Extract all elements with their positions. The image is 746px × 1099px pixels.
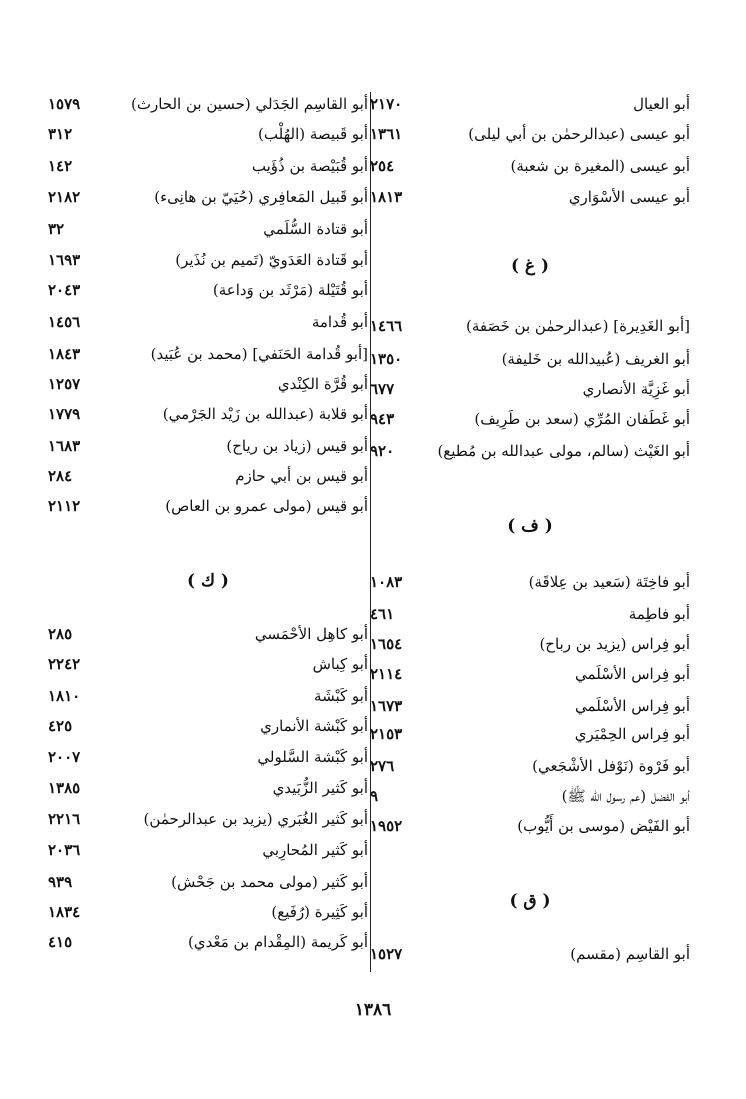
entry-number: ١٦٩٣ [48, 251, 81, 269]
index-entry [48, 120, 368, 148]
entry-number: ٢١١٢ [48, 497, 81, 515]
entry-name: أبو فِراس الأسْلَمي [575, 697, 690, 715]
entry-number: ٢٨٤ [48, 467, 73, 485]
entry-number: ٢١٥٣ [370, 725, 403, 743]
entry-number: ٤٦١ [370, 605, 395, 623]
entry-name: أبو كَبْشَة [314, 687, 368, 705]
index-entry [48, 183, 368, 211]
index-entry [370, 90, 690, 118]
entry-number: ٢٥٤ [370, 157, 395, 175]
section-letter-heading: ( ف ) [507, 516, 553, 536]
entry-number: ٢٠٤٣ [48, 281, 81, 299]
entry-name: أبو غَزِيَّة الأنصاري [582, 380, 690, 398]
entry-name: [أبو قُدامة الحَنَفي] (محمد بن عُبَيد) [150, 345, 368, 363]
index-entry [48, 462, 368, 490]
entry-name: أبو قَبيصة (الهُلْب) [258, 125, 368, 143]
entry-name: أبو قتادة السُّلَمي [263, 220, 368, 238]
entry-number: ٤١٥ [48, 933, 73, 951]
entry-name: أبو كَثير الغُبَري (يزيد بن عبدالرحمٰن) [143, 810, 368, 828]
entry-name: أبو كَبْشة السَّلولي [257, 748, 368, 766]
index-entry [48, 370, 368, 398]
column-divider [370, 92, 371, 972]
entry-name: أبو قلابة (عبدالله بن زَيْد الجَرْمي) [162, 405, 368, 423]
entry-name: أبو القاسِم الجَدَلي (حسين بن الحارث) [131, 95, 368, 113]
index-entry [370, 568, 690, 596]
index-entry [370, 660, 690, 688]
entry-name: أبو القاسِم (مقسم) [570, 945, 690, 963]
entry-name: أبو قيس (مولى عمرو بن العاص) [165, 497, 368, 515]
entry-number: ٢٢٤٢ [48, 655, 81, 673]
index-entry [48, 246, 368, 274]
entry-name: أبو قُتَيْلة (مَرْثَد بن وَداعة) [212, 281, 368, 299]
entry-number: ٢٢١٦ [48, 810, 81, 828]
entry-name: أبو فِراس الحِمْيَري [574, 725, 690, 743]
entry-number: ١٨٤٣ [48, 345, 81, 363]
entry-number: ٢١٨٢ [48, 188, 81, 206]
entry-name: أبو قَتادة العَدَويّ (تَميم بن نُذَير) [175, 251, 368, 269]
entry-name: أبو قُبَيْصة بن ذُؤَيب [251, 157, 368, 175]
section-letter-heading: ( ق ) [509, 891, 551, 911]
index-entry [48, 712, 368, 740]
index-entry [370, 345, 690, 373]
entry-name: أبو قَبيل المَعافِري (حُيَيّ بن هانِىء) [154, 188, 368, 206]
index-entry [370, 940, 690, 968]
index-entry [48, 492, 368, 520]
entry-name: أبو كاهِل الأحْمَسي [254, 625, 368, 643]
entry-number: ١٢٥٧ [48, 375, 81, 393]
index-entry [370, 720, 690, 748]
entry-number: ٢٨٥ [48, 625, 73, 643]
entry-name: أبو فَرْوة (نَوْفل الأشْجَعي) [532, 757, 690, 775]
entry-name: أبو فاخِتَة (سَعيد بن عِلاقَة) [528, 573, 690, 591]
index-entry [370, 437, 690, 465]
entry-number: ١٣٥٠ [370, 350, 403, 368]
entry-name: أبو عيسى (عبدالرحمٰن بن أبي ليلى) [468, 125, 690, 143]
index-entry [370, 120, 690, 148]
entry-name: أبو كَبْشة الأنماري [260, 717, 368, 735]
index-entry [48, 432, 368, 460]
entry-number: ٣٢ [48, 220, 65, 238]
entry-number: ١٨١٣ [370, 188, 403, 206]
index-entry [48, 276, 368, 304]
entry-name: أبو غَطَفان المُرِّي (سعد بن طَرِيف) [474, 410, 690, 428]
index-entry [48, 774, 368, 802]
index-entry [48, 152, 368, 180]
entry-name: أبو فِراس الأسْلَمي [575, 665, 690, 683]
entry-number: ١٥٢٧ [370, 945, 403, 963]
entry-number: ١٣٦١ [370, 125, 403, 143]
entry-name: أبو كَريمة (المِقْدام بن مَعْدي) [188, 933, 368, 951]
index-entry [48, 650, 368, 678]
entry-number: ٩ [370, 787, 379, 805]
entry-number: ٢٠٠٧ [48, 748, 81, 766]
index-entry [370, 600, 690, 628]
index-entry [370, 630, 690, 658]
entry-name: [أبو الغَدِيرة] (عبدالرحمٰن بن خَصَفة) [466, 317, 690, 335]
entry-number: ٩٢٠ [370, 442, 395, 460]
index-entry [48, 308, 368, 336]
index-entry [48, 340, 368, 368]
entry-number: ٦٧٧ [370, 380, 395, 398]
index-entry [370, 692, 690, 720]
index-entry [48, 743, 368, 771]
entry-number: ١٤٢ [48, 157, 73, 175]
page-number: ١٣٨٦ [354, 1000, 392, 1020]
entry-number: ٢١٧٠ [370, 95, 403, 113]
section-letter-heading: ( ك ) [187, 571, 229, 591]
index-entry [48, 836, 368, 864]
index-entry [370, 152, 690, 180]
index-entry [370, 812, 690, 840]
index-entry [48, 620, 368, 648]
entry-number: ٤٢٥ [48, 717, 73, 735]
index-entry [48, 682, 368, 710]
entry-number: ١٦٧٣ [370, 697, 403, 715]
entry-name: أبو قُدامة [311, 313, 368, 331]
entry-name: أبو كَثير الزُّبَيدي [272, 779, 368, 797]
entry-number: ١٨٣٤ [48, 903, 81, 921]
entry-number: ١٠٨٣ [370, 573, 403, 591]
entry-name: أبو كَثِيرة (رُفَيع) [271, 903, 368, 921]
entry-number: ٣١٢ [48, 125, 73, 143]
index-entry [370, 782, 690, 810]
entry-number: ٩٣٩ [48, 873, 73, 891]
index-entry [370, 312, 690, 340]
index-entry [48, 400, 368, 428]
section-letter-heading: ( غ ) [510, 256, 550, 276]
entry-name: أبو الغَيْث (سالم، مولى عبدالله بن مُطيع) [437, 442, 690, 460]
entry-number: ٢٠٣٦ [48, 841, 81, 859]
index-entry [48, 898, 368, 926]
entry-number: ١٦٥٤ [370, 635, 403, 653]
entry-name: أبو فِراس (يزيد بن رباح) [539, 635, 690, 653]
entry-name: أبو قيس بن أبي حازم [235, 467, 368, 485]
entry-number: ١٣٨٥ [48, 779, 81, 797]
entry-name: أبو الفضل (عم رسول الله ﷺ) [561, 787, 690, 805]
entry-number: ١٧٧٩ [48, 405, 81, 423]
index-entry [48, 868, 368, 896]
index-entry [370, 183, 690, 211]
entry-name: أبو العيال [633, 95, 690, 113]
entry-number: ٢٧٦ [370, 757, 395, 775]
index-entry [370, 752, 690, 780]
entry-name: أبو عيسى (المغيرة بن شعبة) [510, 157, 690, 175]
entry-number: ٩٤٣ [370, 410, 395, 428]
entry-name: أبو عيسى الأسْوَاري [568, 188, 690, 206]
entry-number: ٢١١٤ [370, 665, 403, 683]
entry-number: ١٤٥٦ [48, 313, 81, 331]
index-entry [370, 375, 690, 403]
index-entry [48, 90, 368, 118]
entry-number: ١٥٧٩ [48, 95, 81, 113]
entry-name: أبو قُرَّة الكِنْدي [277, 375, 368, 393]
entry-number: ١٩٥٢ [370, 817, 403, 835]
index-entry [48, 805, 368, 833]
entry-name: أبو فاطِمة [628, 605, 690, 623]
index-entry [370, 405, 690, 433]
entry-name: أبو الفَيْض (موسى بن أَيُّوب) [517, 817, 690, 835]
entry-name: أبو قيس (زياد بن رياح) [226, 437, 368, 455]
entry-number: ١٤٦٦ [370, 317, 403, 335]
index-entry [48, 215, 368, 243]
entry-name: أبو الغريف (عُبيدالله بن خَليفة) [501, 350, 690, 368]
entry-number: ١٨١٠ [48, 687, 81, 705]
entry-number: ١٦٨٣ [48, 437, 81, 455]
entry-name: أبو كِباش [312, 655, 368, 673]
index-entry [48, 928, 368, 956]
entry-name: أبو كَثير المُحارِبي [262, 841, 368, 859]
entry-name: أبو كَثير (مولى محمد بن جَحْش) [171, 873, 368, 891]
